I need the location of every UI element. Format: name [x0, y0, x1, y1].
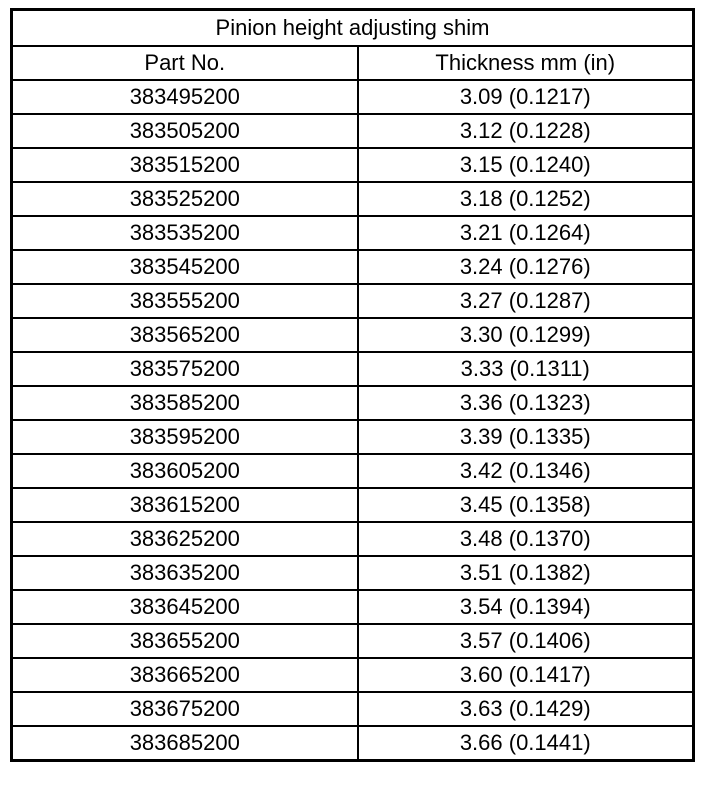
- table-row: [12, 250, 694, 284]
- table-row: [12, 318, 694, 352]
- thickness-cell: 3.45 (0.1358): [358, 488, 694, 522]
- table-row: [12, 726, 694, 761]
- table-row: [12, 386, 694, 420]
- table-row: [12, 182, 694, 216]
- table-body: [12, 80, 694, 761]
- table-row: [12, 114, 694, 148]
- table-row: [12, 692, 694, 726]
- table-row: [12, 556, 694, 590]
- part-number-cell: 383565200: [12, 318, 358, 352]
- part-number-cell: 383675200: [12, 692, 358, 726]
- part-number-cell: 383685200: [12, 726, 358, 761]
- part-number-cell: 383575200: [12, 352, 358, 386]
- part-number-cell: 383515200: [12, 148, 358, 182]
- header-row: [12, 46, 694, 80]
- table-row: [12, 80, 694, 114]
- part-number-cell: 383595200: [12, 420, 358, 454]
- thickness-cell: 3.12 (0.1228): [358, 114, 694, 148]
- table-row: [12, 624, 694, 658]
- thickness-cell: 3.09 (0.1217): [358, 80, 694, 114]
- thickness-cell: 3.42 (0.1346): [358, 454, 694, 488]
- table-row: [12, 590, 694, 624]
- header-part-no: Part No.: [12, 46, 358, 80]
- table-row: [12, 148, 694, 182]
- part-number-cell: 383635200: [12, 556, 358, 590]
- thickness-cell: 3.57 (0.1406): [358, 624, 694, 658]
- thickness-cell: 3.63 (0.1429): [358, 692, 694, 726]
- thickness-cell: 3.21 (0.1264): [358, 216, 694, 250]
- thickness-cell: 3.36 (0.1323): [358, 386, 694, 420]
- part-number-cell: 383495200: [12, 80, 358, 114]
- part-number-cell: 383655200: [12, 624, 358, 658]
- thickness-cell: 3.39 (0.1335): [358, 420, 694, 454]
- thickness-cell: 3.54 (0.1394): [358, 590, 694, 624]
- thickness-cell: 3.30 (0.1299): [358, 318, 694, 352]
- table-row: [12, 488, 694, 522]
- part-number-cell: 383645200: [12, 590, 358, 624]
- table-row: [12, 352, 694, 386]
- part-number-cell: 383535200: [12, 216, 358, 250]
- title-row: [12, 10, 694, 47]
- thickness-cell: 3.18 (0.1252): [358, 182, 694, 216]
- table-row: [12, 454, 694, 488]
- part-number-cell: 383505200: [12, 114, 358, 148]
- thickness-cell: 3.51 (0.1382): [358, 556, 694, 590]
- shim-table: [10, 8, 695, 762]
- table-row: [12, 658, 694, 692]
- thickness-cell: 3.24 (0.1276): [358, 250, 694, 284]
- table-row: [12, 420, 694, 454]
- part-number-cell: 383665200: [12, 658, 358, 692]
- thickness-cell: 3.48 (0.1370): [358, 522, 694, 556]
- table-row: [12, 216, 694, 250]
- part-number-cell: 383585200: [12, 386, 358, 420]
- header-thickness: Thickness mm (in): [358, 46, 694, 80]
- thickness-cell: 3.27 (0.1287): [358, 284, 694, 318]
- thickness-cell: 3.60 (0.1417): [358, 658, 694, 692]
- part-number-cell: 383525200: [12, 182, 358, 216]
- part-number-cell: 383605200: [12, 454, 358, 488]
- thickness-cell: 3.15 (0.1240): [358, 148, 694, 182]
- thickness-cell: 3.33 (0.1311): [358, 352, 694, 386]
- table-row: [12, 522, 694, 556]
- part-number-cell: 383625200: [12, 522, 358, 556]
- part-number-cell: 383545200: [12, 250, 358, 284]
- part-number-cell: 383615200: [12, 488, 358, 522]
- table-row: [12, 284, 694, 318]
- part-number-cell: 383555200: [12, 284, 358, 318]
- table-title: Pinion height adjusting shim: [12, 10, 694, 47]
- thickness-cell: 3.66 (0.1441): [358, 726, 694, 761]
